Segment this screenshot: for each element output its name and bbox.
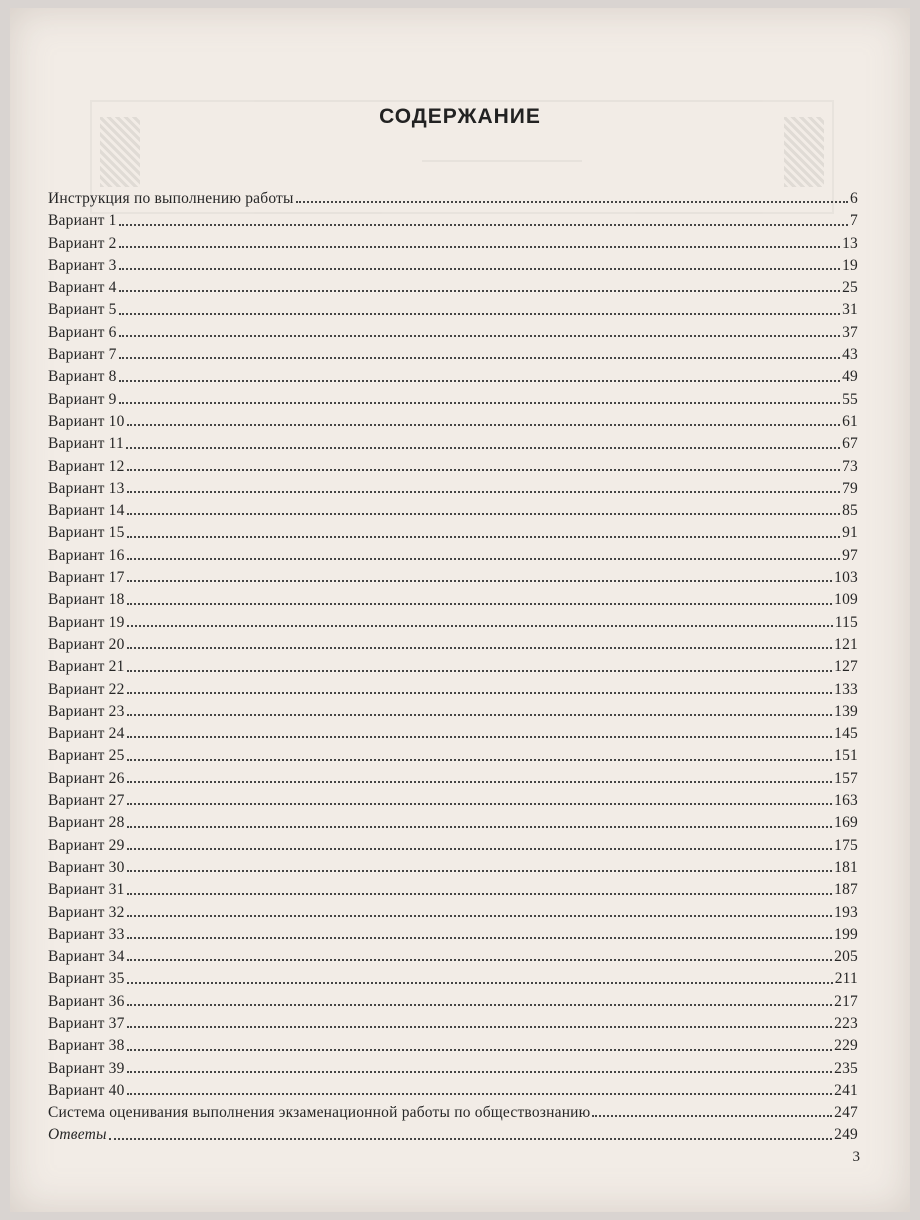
toc-entry — [48, 413, 858, 435]
toc-entry-page: 31 — [842, 301, 858, 319]
toc-leader-dots — [127, 826, 833, 828]
toc-entry-label: Вариант 26 — [48, 769, 125, 787]
toc-entry — [48, 569, 858, 591]
toc-entry-page: 199 — [834, 925, 858, 943]
toc-entry-page: 163 — [834, 792, 858, 810]
toc-entry-page: 19 — [842, 256, 858, 274]
toc-entry-label: Вариант 40 — [48, 1081, 125, 1099]
toc-entry — [48, 681, 858, 703]
toc-entry-label: Вариант 18 — [48, 591, 125, 609]
toc-entry-page: 211 — [834, 970, 858, 988]
toc-entry-page: 103 — [834, 569, 858, 587]
toc-entry-page: 157 — [834, 769, 858, 787]
toc-entry-page: 175 — [834, 836, 858, 854]
toc-entry — [48, 1015, 858, 1037]
toc-entry-page: 67 — [842, 435, 858, 453]
toc-entry-label: Вариант 22 — [48, 680, 125, 698]
toc-leader-dots — [127, 870, 833, 872]
toc-leader-dots — [127, 1071, 833, 1073]
toc-leader-dots — [126, 447, 840, 449]
toc-leader-dots — [127, 603, 833, 605]
toc-entry — [48, 524, 858, 546]
toc-entry — [48, 391, 858, 413]
toc-entry-page: 229 — [834, 1037, 858, 1055]
toc-entry-page: 85 — [842, 502, 858, 520]
toc-leader-dots — [127, 982, 833, 984]
toc-entry-label: Ответы — [48, 1126, 107, 1144]
toc-entry-page: 205 — [834, 948, 858, 966]
toc-entry-page: 223 — [834, 1014, 858, 1032]
toc-entry-label: Вариант 1 — [48, 212, 117, 230]
toc-leader-dots — [296, 201, 848, 203]
toc-entry — [48, 703, 858, 725]
toc-entry-label: Вариант 11 — [48, 435, 125, 453]
toc-leader-dots — [127, 759, 833, 761]
toc-entry-label: Вариант 12 — [48, 457, 125, 475]
toc-entry-label: Вариант 25 — [48, 747, 125, 765]
toc-entry-label: Вариант 35 — [48, 970, 125, 988]
toc-leader-dots — [127, 736, 833, 738]
toc-leader-dots — [119, 357, 840, 359]
toc-entry — [48, 837, 858, 859]
toc-leader-dots — [119, 313, 840, 315]
toc-entry-page: 145 — [834, 725, 858, 743]
toc-entry-label: Вариант 33 — [48, 925, 125, 943]
toc-leader-dots — [127, 491, 841, 493]
toc-entry-page: 79 — [842, 479, 858, 497]
toc-entry-label: Инструкция по выполнению работы — [48, 190, 294, 207]
page-title: СОДЕРЖАНИЕ — [379, 105, 541, 128]
toc-entry — [48, 190, 858, 212]
toc-leader-dots — [127, 893, 833, 895]
toc-entry — [48, 212, 858, 234]
toc-entry-label: Вариант 36 — [48, 992, 125, 1010]
toc-entry — [48, 725, 858, 747]
toc-entry — [48, 1104, 858, 1126]
toc-leader-dots — [127, 670, 833, 672]
toc-entry-page: 193 — [834, 903, 858, 921]
toc-leader-dots — [127, 1049, 833, 1051]
toc-entry-label: Вариант 37 — [48, 1014, 125, 1032]
toc-leader-dots — [127, 848, 833, 850]
toc-entry-label: Вариант 28 — [48, 814, 125, 832]
toc-leader-dots — [127, 714, 833, 716]
toc-entry-label: Вариант 4 — [48, 279, 117, 297]
toc-entry — [48, 346, 858, 368]
toc-entry — [48, 591, 858, 613]
toc-leader-dots — [119, 246, 840, 248]
toc-leader-dots — [127, 803, 833, 805]
toc-entry-label: Вариант 24 — [48, 725, 125, 743]
page-number: 3 — [852, 1149, 860, 1165]
toc-entry-page: 247 — [834, 1104, 858, 1122]
toc-leader-dots — [127, 558, 841, 560]
toc-entry — [48, 926, 858, 948]
toc-entry-label: Вариант 14 — [48, 502, 125, 520]
toc-entry — [48, 770, 858, 792]
toc-entry — [48, 301, 858, 323]
toc-leader-dots — [127, 424, 841, 426]
toc-entry — [48, 792, 858, 814]
toc-entry — [48, 235, 858, 257]
toc-entry-page: 249 — [834, 1126, 858, 1144]
toc-entry-label: Вариант 19 — [48, 613, 125, 631]
toc-leader-dots — [119, 380, 840, 382]
toc-entry-page: 49 — [842, 368, 858, 386]
bleed-through-title — [422, 142, 582, 162]
toc-entry-label: Вариант 15 — [48, 524, 125, 542]
toc-entry — [48, 814, 858, 836]
toc-entry — [48, 636, 858, 658]
toc-leader-dots — [127, 1093, 833, 1095]
toc-entry-page: 6 — [850, 190, 858, 207]
toc-entry-page: 13 — [842, 234, 858, 252]
toc-entry — [48, 480, 858, 502]
toc-entry-page: 181 — [834, 858, 858, 876]
toc-entry — [48, 324, 858, 346]
toc-leader-dots — [127, 647, 833, 649]
toc-entry — [48, 614, 858, 636]
toc-entry-label: Вариант 29 — [48, 836, 125, 854]
toc-entry — [48, 1037, 858, 1059]
toc-entry-page: 241 — [834, 1081, 858, 1099]
toc-entry-page: 151 — [834, 747, 858, 765]
toc-entry-page: 133 — [834, 680, 858, 698]
toc-entry-label: Вариант 30 — [48, 858, 125, 876]
toc-entry — [48, 658, 858, 680]
toc-entry-label: Вариант 13 — [48, 479, 125, 497]
toc-entry-label: Вариант 20 — [48, 635, 125, 653]
toc-entry-page: 169 — [834, 814, 858, 832]
toc-entry-label: Вариант 5 — [48, 301, 117, 319]
toc-leader-dots — [127, 580, 833, 582]
toc-entry-label: Вариант 39 — [48, 1059, 125, 1077]
toc-entry — [48, 368, 858, 390]
toc-entry-label: Вариант 6 — [48, 323, 117, 341]
toc-entry-page: 55 — [842, 390, 858, 408]
toc-leader-dots — [127, 513, 841, 515]
toc-entry-label: Вариант 17 — [48, 569, 125, 587]
toc-entry-page: 187 — [834, 881, 858, 899]
toc-leader-dots — [119, 335, 840, 337]
toc-entry-label: Вариант 7 — [48, 346, 117, 364]
toc-entry — [48, 1126, 858, 1148]
toc-entry-label: Вариант 31 — [48, 881, 125, 899]
toc-leader-dots — [127, 937, 833, 939]
toc-leader-dots — [127, 781, 833, 783]
toc-entry-page: 7 — [850, 212, 858, 230]
toc-entry-label: Вариант 3 — [48, 256, 117, 274]
toc-entry-page: 97 — [842, 546, 858, 564]
toc-entry — [48, 257, 858, 279]
toc-entry-label: Система оценивания выполнения экзаменационной работы по обществознанию — [48, 1104, 591, 1122]
toc-entry — [48, 502, 858, 524]
toc-entry-page: 121 — [834, 635, 858, 653]
toc-leader-dots — [127, 959, 833, 961]
document-page — [10, 8, 910, 1212]
toc-entry-label: Вариант 16 — [48, 546, 125, 564]
toc-entry-label: Вариант 9 — [48, 390, 117, 408]
toc-entry — [48, 881, 858, 903]
toc-entry-page: 61 — [842, 412, 858, 430]
toc-leader-dots — [592, 1115, 832, 1117]
toc-entry — [48, 1060, 858, 1082]
toc-entry-page: 91 — [842, 524, 858, 542]
toc-entry-page: 235 — [834, 1059, 858, 1077]
toc-entry — [48, 458, 858, 480]
toc-entry-label: Вариант 34 — [48, 948, 125, 966]
toc-entry-page: 127 — [834, 658, 858, 676]
toc-entry — [48, 435, 858, 457]
toc-entry — [48, 993, 858, 1015]
toc-leader-dots — [127, 625, 833, 627]
toc-entry — [48, 948, 858, 970]
toc-leader-dots — [127, 915, 833, 917]
toc-leader-dots — [119, 224, 848, 226]
toc-entry-label: Вариант 27 — [48, 792, 125, 810]
toc-leader-dots — [127, 1026, 833, 1028]
toc-entry-page: 25 — [842, 279, 858, 297]
toc-entry-page: 37 — [842, 323, 858, 341]
toc-entry-page: 217 — [834, 992, 858, 1010]
toc-leader-dots — [119, 268, 840, 270]
toc-entry-page: 73 — [842, 457, 858, 475]
toc-entry-label: Вариант 8 — [48, 368, 117, 386]
toc-leader-dots — [109, 1138, 832, 1140]
toc-entry-label: Вариант 2 — [48, 234, 117, 252]
table-of-contents — [48, 190, 858, 1149]
toc-entry-page: 139 — [834, 702, 858, 720]
toc-entry — [48, 547, 858, 569]
toc-entry — [48, 859, 858, 881]
toc-entry-label: Вариант 21 — [48, 658, 125, 676]
toc-entry — [48, 970, 858, 992]
toc-leader-dots — [127, 692, 833, 694]
toc-entry-page: 43 — [842, 346, 858, 364]
toc-entry-label: Вариант 10 — [48, 412, 125, 430]
toc-entry-label: Вариант 38 — [48, 1037, 125, 1055]
toc-entry-page: 115 — [834, 613, 858, 631]
toc-entry-label: Вариант 32 — [48, 903, 125, 921]
toc-entry — [48, 279, 858, 301]
toc-entry — [48, 1082, 858, 1104]
toc-entry — [48, 904, 858, 926]
toc-entry-label: Вариант 23 — [48, 702, 125, 720]
toc-entry-page: 109 — [834, 591, 858, 609]
toc-leader-dots — [127, 1004, 833, 1006]
toc-leader-dots — [119, 402, 840, 404]
toc-leader-dots — [119, 290, 840, 292]
toc-leader-dots — [127, 469, 841, 471]
toc-entry — [48, 747, 858, 769]
toc-leader-dots — [127, 536, 841, 538]
